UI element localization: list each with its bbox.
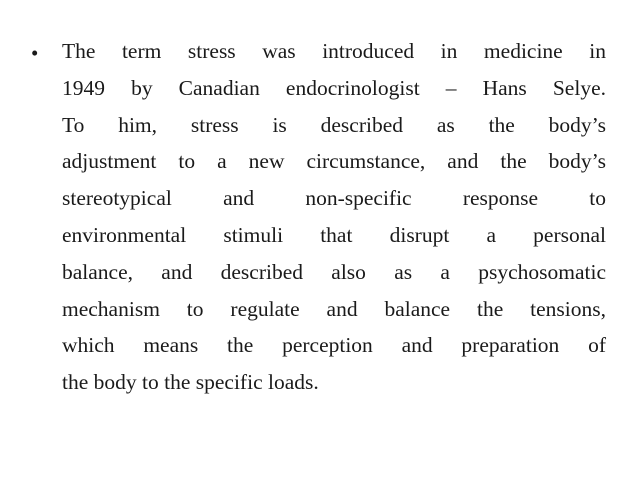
text-line: environmental stimuli that disrupt a personal: [62, 222, 606, 247]
bullet-marker: •: [31, 41, 39, 65]
text-line: To him, stress is described as the body’s: [62, 112, 606, 137]
text-line: adjustment to a new circumstance, and the body’s: [62, 149, 606, 174]
text-line: balance, and described also as a psychosomatic: [62, 259, 606, 284]
text-line: mechanism to regulate and balance the tensions,: [62, 296, 606, 321]
bullet-item: [31, 33, 606, 401]
text-line: 1949 by Canadian endocrinologist – Hans Selye.: [62, 75, 606, 100]
text-line: The term stress was introduced in medicine in: [62, 39, 606, 63]
text-line: the body to the specific loads.: [62, 370, 319, 395]
text-line: stereotypical and non-specific response to: [62, 186, 606, 211]
text-line: which means the perception and preparation of: [62, 333, 606, 358]
